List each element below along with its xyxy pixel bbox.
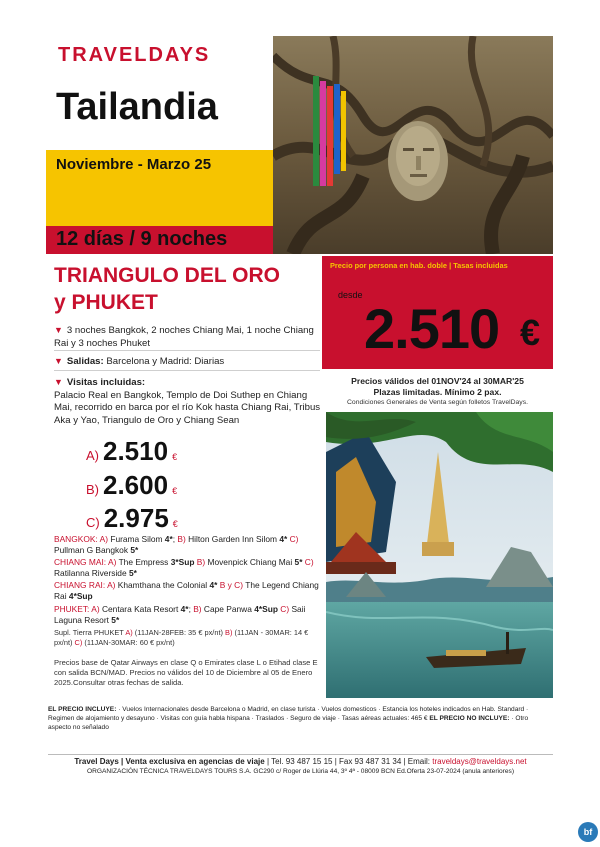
hotel-name: Khamthana the Colonial (117, 580, 208, 591)
route-title-line2: y PHUKET (54, 291, 158, 314)
supplement-value: (11JAN-30MAR: 60 € px/nt) (84, 638, 175, 647)
bullet-triangle-icon: ▼ (54, 356, 63, 366)
hotel-category: 5* (294, 557, 303, 568)
validity-dates: Precios válidos del 01NOV'24 al 30MAR'25 (351, 376, 524, 386)
option-price: 2.510 (103, 436, 169, 466)
footer-legal: ORGANIZACIÓN TÉCNICA TRAVELDAYS TOURS S.A. GC290 c/ Roger de Llúria 44, 3º 4ª - 08009 BCN Ed.Oferta 23-07-2024 (anula anteriores) (86, 768, 515, 775)
includes-label: EL PRECIO INCLUYE: (48, 706, 117, 713)
price-option-c (86, 503, 178, 534)
salidas-value: Barcelona y Madrid: Diarias (106, 356, 225, 367)
salidas-label: Salidas: (66, 356, 104, 367)
city-label: PHUKET: (54, 603, 90, 614)
includes-text: · Vuelos Internacionales desde Barcelona o Madrid, en clase turista · Vuelos domesticos · Estancia los hoteles indicados en Hab. Standard · Regimen de alojamiento y desayuno · Visitas con guía habla hispana · Traslados · Seguro de viaje · Tasas aéreas actuales: 465 € (48, 706, 529, 723)
route-title (54, 262, 324, 316)
logo-text: TRAVELDAYS (58, 44, 211, 66)
option-currency: € (172, 452, 178, 462)
hotel-category: 4* (279, 534, 288, 544)
footer-email-link[interactable]: traveldays@traveldays.net (432, 757, 527, 766)
option-tag: C) (74, 638, 83, 647)
route-title-line1: TRIANGULO DEL ORO (54, 264, 280, 287)
option-tag: C) (280, 603, 290, 614)
hotel-category: 4* (164, 534, 173, 544)
visitas-label: Visitas incluidas: (66, 377, 146, 388)
visitas-bullet (54, 376, 324, 427)
option-tag: B) (196, 557, 206, 568)
hotel-category: 3*Sup (170, 557, 195, 568)
option-letter: C) (86, 515, 100, 530)
option-tag: B y C) (219, 580, 244, 591)
hotel-name: Cape Panwa (203, 603, 252, 614)
visitas-value: Palacio Real en Bangkok, Templo de Doi Suthep en Chiang Mai, recorrido en barca por el río Kok hasta Chiang Rai, Tribus Aka y Yao, Triangulo de Oro y Chiang Sean (54, 389, 321, 426)
hotel-name: The Empress (118, 557, 169, 568)
validity-min-pax: Plazas limitadas. Mínimo 2 pax. (373, 387, 502, 397)
bullet-triangle-icon: ▼ (54, 325, 63, 335)
option-tag: B) (225, 628, 233, 637)
hotel-name: Centara Kata Resort (101, 603, 179, 614)
hotel-category: 4* (180, 603, 189, 614)
option-tag: C) (304, 557, 314, 568)
hotel-category: 5* (130, 545, 139, 556)
duration-text: 12 días / 9 noches (56, 228, 228, 250)
nights-text: 3 noches Bangkok, 2 noches Chiang Mai, 1 noche Chiang Rai y 3 noches Phuket (54, 325, 314, 349)
supplement-label: Supl. Tierra PHUKET (54, 628, 124, 637)
divider (54, 370, 320, 371)
price-option-b (86, 470, 177, 501)
option-tag: A) (107, 580, 116, 591)
page-title: Tailandia (56, 86, 218, 128)
city-label: BANGKOK: (54, 534, 98, 544)
not-includes-label: EL PRECIO NO INCLUYE: (429, 715, 510, 723)
option-price: 2.600 (103, 470, 169, 500)
hotel-name: Hilton Garden Inn Silom (188, 534, 277, 544)
thailand-temple-bay-photo (326, 412, 553, 698)
hotels-phuket: PHUKET: A) Centara Kata Resort 4*; B) Cape Panwa 4*Sup C) Saii Laguna Resort 5* (54, 603, 306, 625)
base-price-note: Precios base de Qatar Airways en clase Q o Emirates clase L o Etihad clase E con salida BCN/MAD. Precios no válidos del 10 de Diciembre al 05 de Enero 2025.Consultar otras fechas de salida. (54, 658, 318, 688)
footer-company: Travel Days | Venta exclusiva en agencias de viaje (74, 757, 265, 766)
price-box-header-text: Precio por persona en hab. doble | Tasas incluidas (330, 261, 508, 270)
hotels-chiang-rai (54, 580, 320, 602)
nights-bullet (54, 324, 324, 350)
period-text: Noviembre - Marzo 25 (56, 156, 212, 173)
option-tag: C) (289, 534, 299, 544)
option-tag: B) (177, 534, 186, 544)
city-label: CHIANG MAI: (54, 557, 107, 568)
hotels-list (54, 534, 320, 627)
option-tag: A) (125, 628, 133, 637)
divider (54, 350, 320, 351)
option-currency: € (172, 519, 178, 529)
option-tag: A) (108, 557, 117, 568)
headline-price: 2.510 (364, 297, 500, 360)
bullet-triangle-icon: ▼ (54, 377, 63, 387)
traveldays-logo (58, 44, 210, 67)
salidas-bullet (54, 355, 324, 369)
hotel-category: 4*Sup (254, 603, 278, 614)
buddha-tree-photo (273, 36, 553, 254)
bf-badge-icon[interactable]: bf (578, 822, 598, 842)
city-label: CHIANG RAI: (54, 580, 106, 591)
headline-currency: € (520, 312, 541, 353)
hotel-name: Furama Silom (110, 534, 163, 544)
hotel-name: Movenpick Chiang Mai (207, 557, 293, 568)
hotels-chiang-mai (54, 557, 320, 579)
phuket-supplement (54, 628, 320, 648)
hotel-name: Ratilanna Riverside (54, 568, 127, 579)
validity-block (322, 376, 553, 398)
hotel-category: 4*Sup (68, 591, 93, 602)
hotel-name: Saii Laguna Resort (54, 603, 306, 625)
sales-conditions: Condiciones Generales de Venta según folletos TravelDays. (347, 399, 528, 406)
footer-contact (48, 757, 553, 766)
option-letter: B) (86, 482, 99, 497)
option-price: 2.975 (103, 503, 169, 533)
desde-label: desde (338, 290, 363, 300)
price-option-a (86, 436, 177, 467)
footer-phones: | Tel. 93 487 15 15 | Fax 93 487 31 34 | Email: (266, 757, 431, 766)
hotel-name: Pullman G Bangkok (54, 545, 129, 556)
hotel-category: 4* (209, 580, 218, 591)
price-includes (48, 705, 548, 733)
option-currency: € (172, 486, 178, 496)
option-tag: A) (99, 534, 108, 544)
not-includes-text: · Otro aspecto no señalado (48, 715, 529, 732)
option-letter: A) (86, 448, 99, 463)
hotel-name: The Legend Chiang Rai (54, 580, 319, 602)
hotel-category: 5* (128, 568, 137, 579)
hotel-category: 5* (111, 614, 120, 625)
supplement-value: (11JAN - 30MAR: 14 € px/nt) (54, 628, 309, 647)
hotels-bangkok: BANGKOK: A) Furama Silom 4*; B) Hilton Garden Inn Silom 4* C) Pullman G Bangkok 5* (54, 534, 299, 556)
option-tag: A) (91, 603, 100, 614)
supplement-value: (11JAN-28FEB: 35 € px/nt) (134, 628, 223, 637)
option-tag: B) (193, 603, 202, 614)
footer-divider (48, 754, 553, 755)
